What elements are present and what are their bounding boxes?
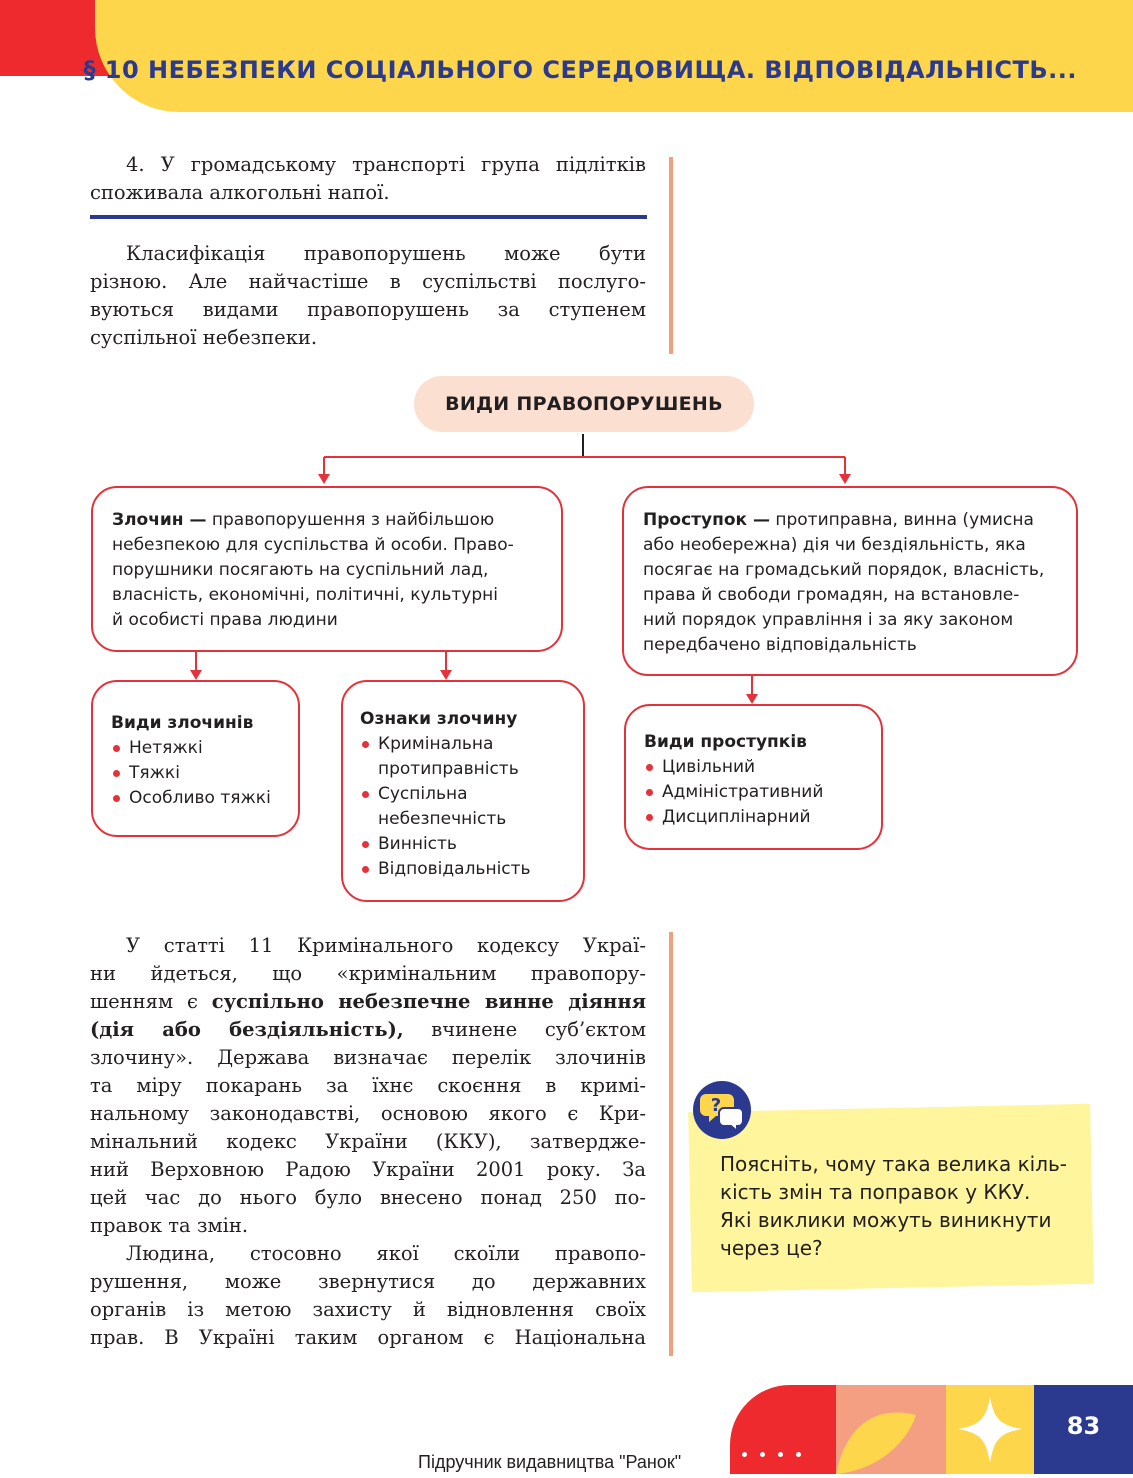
footer-leaf-decoration [836, 1385, 946, 1474]
misdemeanor-definition-line: права й свободи громадян, на встановле- [643, 585, 1020, 605]
paragraph-line: та міру покарань за їхнє скоєння в кримі- [90, 1074, 646, 1097]
crime-types-box [91, 680, 300, 837]
emphasis-text: (дія або бездіяльність), [90, 1018, 404, 1041]
question-line: кість змін та поправок у ККУ. [720, 1180, 1031, 1204]
list-item-continuation: протиправність [378, 759, 519, 779]
paragraph-line: різною. Але найчастіше в суспільстві послуго- [90, 270, 646, 293]
paragraph-line: рушення, може звернутися до державних [90, 1270, 646, 1293]
list-item: Цивільний [644, 755, 881, 780]
list-item: Відповідальність [360, 857, 583, 882]
svg-text:?: ? [710, 1095, 722, 1116]
crime-definition-text: правопорушення з найбільшою [206, 510, 495, 530]
article-paragraph [90, 932, 646, 1352]
list-item: Адміністративний [644, 780, 881, 805]
crime-definition-line: порушники посягають на суспільний лад, [112, 560, 489, 580]
misdemeanor-definition-box [622, 486, 1078, 676]
crime-definition-box [91, 486, 563, 652]
list-item: Особливо тяжкі [111, 786, 298, 811]
diagram-root: ВИДИ ПРАВОПОРУШЕНЬ [414, 376, 754, 432]
footer-red-block [730, 1385, 850, 1474]
paragraph-text: вчинене суб’єктом [403, 1018, 646, 1041]
list-item: Нетяжкі [111, 736, 298, 761]
emphasis-text: суспільно небезпечне винне діяння [211, 990, 647, 1013]
task-4-line: 4. У громадському транспорті група підлітків [126, 153, 646, 176]
question-line: через це? [720, 1236, 823, 1260]
page-title: § 10 НЕБЕЗПЕКИ СОЦІАЛЬНОГО СЕРЕДОВИЩА. ВІДПОВІДАЛЬНІСТЬ... [83, 56, 1077, 84]
crime-term: Злочин — [112, 510, 207, 530]
margin-bar [669, 932, 673, 1356]
paragraph-text: шенням є [90, 990, 212, 1013]
crime-types-title: Види злочинів [111, 713, 254, 733]
question-chat-icon [692, 1080, 752, 1140]
paragraph-line [90, 1016, 646, 1044]
paragraph-line: ний Верховною Радою України 2001 року. За [90, 1158, 646, 1181]
footer-dots [742, 1452, 801, 1457]
misdemeanor-definition-text: протиправна, винна (умисна [769, 510, 1034, 530]
crime-signs-title: Ознаки злочину [360, 709, 518, 729]
task-4-line: споживала алкогольні напої. [90, 181, 390, 204]
misdemeanor-types-box [624, 704, 883, 850]
paragraph-line: суспільної небезпеки. [90, 326, 318, 349]
list-item: Тяжкі [111, 761, 298, 786]
crime-definition-line: власність, економічні, політичні, культурні [112, 585, 498, 605]
publisher-credit: Підручник видавництва "Ранок" [418, 1452, 682, 1472]
paragraph-line: Класифікація правопорушень може бути [126, 242, 646, 265]
page-number: 83 [1066, 1412, 1101, 1440]
paragraph-line: вуються видами правопорушень за ступенем [90, 298, 646, 321]
paragraph-line: Людина, стосовно якої скоїли правопо- [126, 1242, 646, 1265]
list-item: Винність [360, 832, 583, 857]
misdemeanor-term: Проступок — [643, 510, 770, 530]
crime-definition-line [112, 508, 561, 533]
crime-definition-line: й особисті права людини [112, 610, 338, 630]
paragraph-line: мінальний кодекс України (ККУ), затвердже- [90, 1130, 646, 1153]
list-item-continuation: небезпечність [378, 809, 507, 829]
paragraph-line: нальному законодавстві, основою якого є Кри- [90, 1102, 646, 1125]
paragraph-line: ни йдеться, що «кримінальним правопору- [90, 962, 646, 985]
question-text [720, 1150, 1080, 1262]
question-line: Які виклики можуть виникнути [720, 1208, 1052, 1232]
paragraph-line [90, 988, 646, 1016]
question-line: Поясніть, чому така велика кіль- [720, 1152, 1068, 1176]
misdemeanor-definition-line [643, 508, 1076, 533]
paragraph-line: У статті 11 Кримінального кодексу Украї- [126, 934, 646, 957]
sparkle-icon [946, 1385, 1034, 1474]
list-item: Дисциплінарний [644, 805, 881, 830]
crime-signs-box [341, 680, 585, 902]
paragraph-line: правок та змін. [90, 1214, 249, 1237]
list-item: Кримінальна [360, 732, 583, 757]
list-item: Суспільна [360, 782, 583, 807]
footer-yellow-block [946, 1385, 1034, 1474]
misdemeanor-definition-line: або необережна) дія чи бездіяльність, яка [643, 535, 1026, 555]
paragraph-line: злочину». Держава визначає перелік злочинів [90, 1046, 646, 1069]
misdemeanor-definition-line: ний порядок управління і за яку законом [643, 610, 1014, 630]
footer-salmon-block [836, 1385, 946, 1474]
paragraph-line: прав. В Україні таким органом є Національна [90, 1326, 646, 1349]
misdemeanor-definition-line: посягає на громадський порядок, власність, [643, 560, 1045, 580]
paragraph-line: органів із метою захисту й відновлення своїх [90, 1298, 646, 1321]
misdemeanor-types-title: Види проступків [644, 732, 807, 752]
crime-definition-line: небезпекою для суспільства й особи. Право- [112, 535, 514, 555]
misdemeanor-definition-line: передбачено відповідальність [643, 635, 917, 655]
paragraph-line: цей час до нього було внесено понад 250 по- [90, 1186, 646, 1209]
